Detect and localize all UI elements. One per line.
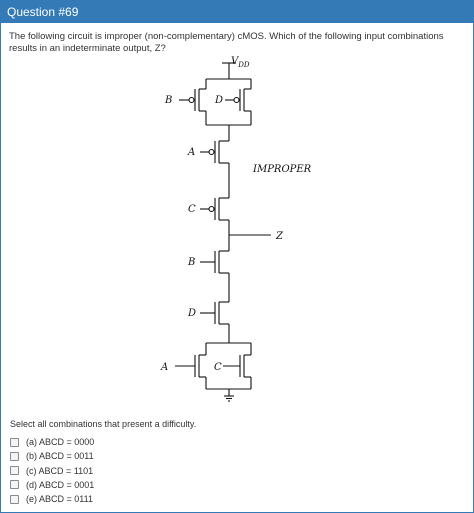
option-c-checkbox[interactable] xyxy=(10,466,19,475)
select-prompt: Select all combinations that present a difficulty. xyxy=(10,419,197,429)
input-label-d-n: D xyxy=(188,308,197,319)
option-c[interactable] xyxy=(10,464,94,478)
question-text: The following circuit is improper (non-complementary) cMOS. Which of the following input combinations results in an indeterminate output, Z? xyxy=(9,31,444,54)
option-a[interactable] xyxy=(10,435,94,449)
input-label-a-bottom: A xyxy=(161,362,169,373)
option-a-checkbox[interactable] xyxy=(10,438,19,447)
option-d-checkbox[interactable] xyxy=(10,480,19,489)
input-label-d-top: D xyxy=(215,95,224,106)
vdd-label: $V_{DD}$ xyxy=(231,56,250,69)
input-label-a-p: A xyxy=(188,147,196,158)
option-b-checkbox[interactable] xyxy=(10,452,19,461)
option-e[interactable] xyxy=(10,492,94,506)
input-label-c-bottom: C xyxy=(214,362,222,373)
input-label-c-p: C xyxy=(188,204,196,215)
option-a-label[interactable]: (a) ABCD = 0000 xyxy=(26,437,95,447)
option-b-label[interactable]: (b) ABCD = 0011 xyxy=(26,451,94,462)
answer-options xyxy=(10,435,94,506)
option-b[interactable] xyxy=(10,449,94,463)
option-d[interactable] xyxy=(10,478,94,492)
input-label-b-n: B xyxy=(188,257,196,268)
input-label-b-top: B xyxy=(165,95,173,106)
output-label-z: Z xyxy=(276,231,283,242)
improper-label: IMPROPER xyxy=(253,164,312,175)
option-e-label[interactable]: (e) ABCD = 0111 xyxy=(26,494,93,505)
option-e-checkbox[interactable] xyxy=(10,495,19,504)
question-title: Question #69 xyxy=(7,5,79,19)
question-header xyxy=(1,1,473,23)
option-c-label[interactable]: (c) ABCD = 1101 xyxy=(26,465,94,476)
cmos-circuit-diagram xyxy=(1,51,474,411)
option-d-label[interactable]: (d) ABCD = 0001 xyxy=(26,479,95,490)
